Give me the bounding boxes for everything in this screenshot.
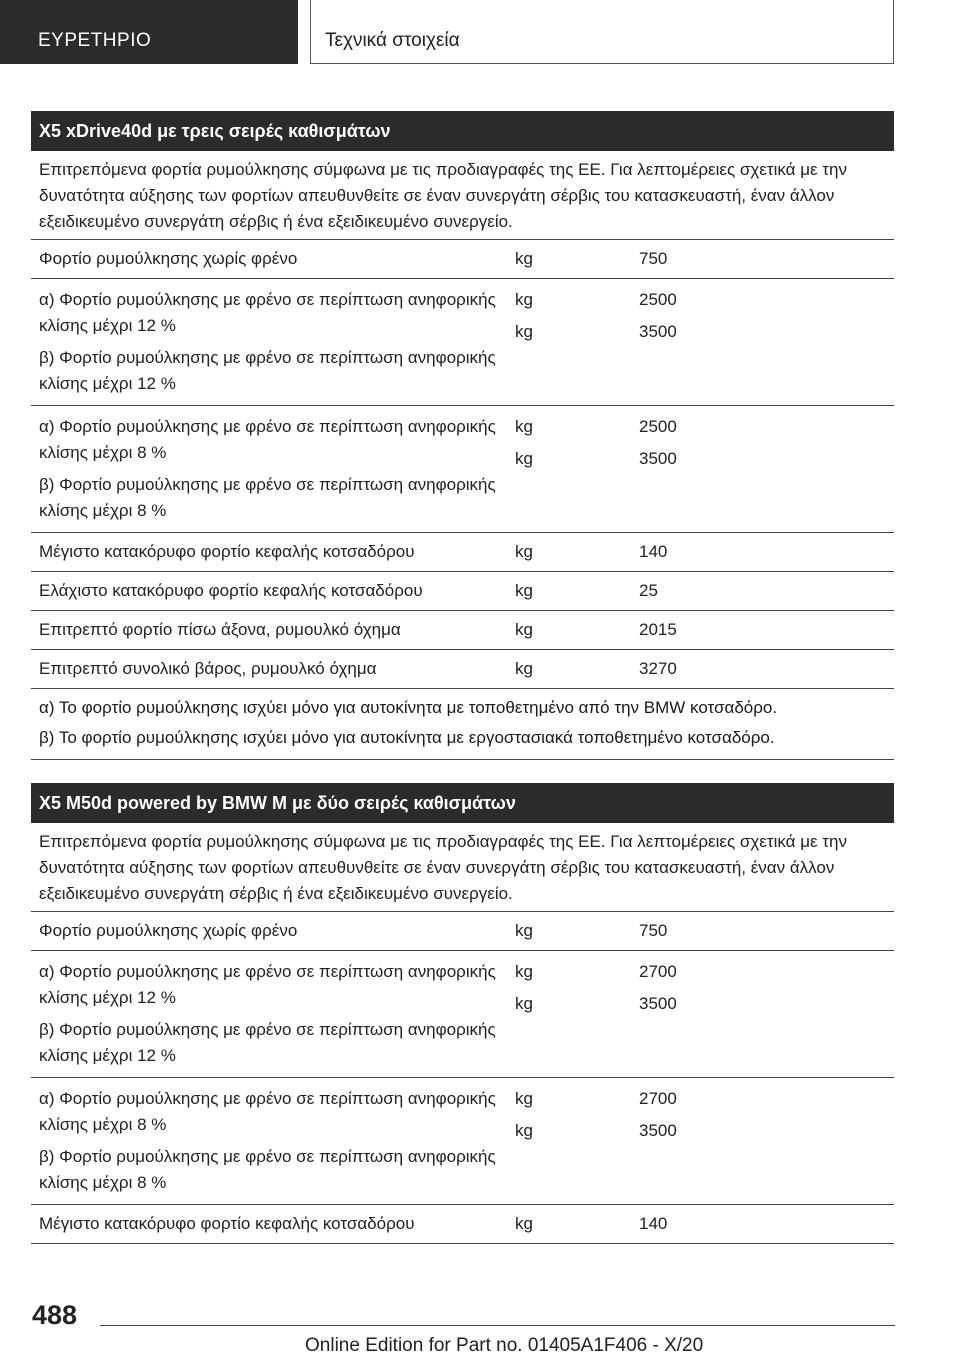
row-unit: kg xyxy=(515,249,533,268)
row-value-a: 2500 xyxy=(639,290,677,309)
row-label-b: β) Φορτίο ρυμούλκησης με φρένο σε περίπτωση ανηφορικής κλίσης μέχρι 8 % xyxy=(39,1147,496,1192)
row-label-b: β) Φορτίο ρυμούλκησης με φρένο σε περίπτωση ανηφορικής κλίσης μέχρι 12 % xyxy=(39,348,496,393)
index-tab[interactable]: ΕΥΡΕΤΗΡΙΟ xyxy=(0,0,298,64)
table-row xyxy=(31,533,894,572)
table-row xyxy=(31,912,894,951)
row-unit-b: kg xyxy=(515,994,533,1013)
table-row xyxy=(31,951,894,1078)
table-row xyxy=(31,279,894,406)
row-unit: kg xyxy=(515,620,533,639)
row-value-a: 2700 xyxy=(639,962,677,981)
page-number: 488 xyxy=(32,1300,78,1330)
footnotes xyxy=(31,689,894,760)
table-row xyxy=(31,1078,894,1205)
row-label-b: β) Φορτίο ρυμούλκησης με φρένο σε περίπτωση ανηφορικής κλίσης μέχρι 8 % xyxy=(39,475,496,520)
row-value-a: 2500 xyxy=(639,417,677,436)
row-unit-a: kg xyxy=(515,1089,533,1108)
row-label: Μέγιστο κατακόρυφο φορτίο κεφαλής κοτσαδόρου xyxy=(39,1214,415,1233)
row-value: 2015 xyxy=(639,620,677,639)
row-unit-b: kg xyxy=(515,322,533,341)
row-value-a: 2700 xyxy=(639,1089,677,1108)
row-unit-b: kg xyxy=(515,449,533,468)
table-row xyxy=(31,406,894,533)
table-row xyxy=(31,572,894,611)
row-label: Επιτρεπτό φορτίο πίσω άξονα, ρυμουλκό όχημα xyxy=(39,620,401,639)
table-row xyxy=(31,611,894,650)
section-title: X5 M50d powered by BMW M με δύο σειρές καθισμάτων xyxy=(31,783,894,823)
row-label-a: α) Φορτίο ρυμούλκησης με φρένο σε περίπτωση ανηφορικής κλίσης μέχρι 8 % xyxy=(39,417,496,462)
row-label: Ελάχιστο κατακόρυφο φορτίο κεφαλής κοτσαδόρου xyxy=(39,581,423,600)
section-title: X5 xDrive40d με τρεις σειρές καθισμάτων xyxy=(31,111,894,151)
row-unit-a: kg xyxy=(515,290,533,309)
row-value: 140 xyxy=(639,542,668,561)
section-x5-m50d xyxy=(31,783,894,1244)
row-unit: kg xyxy=(515,542,533,561)
table-row xyxy=(31,240,894,279)
footnote-b: β) Το φορτίο ρυμούλκησης ισχύει μόνο για αυτοκίνητα με εργοστασιακά τοποθετημένο κοτσαδόρο. xyxy=(39,728,775,747)
row-unit-b: kg xyxy=(515,1121,533,1140)
row-value-b: 3500 xyxy=(639,1121,677,1140)
section-x5-xdrive40d xyxy=(31,111,894,760)
table-row xyxy=(31,1205,894,1244)
row-label: Φορτίο ρυμούλκησης χωρίς φρένο xyxy=(39,921,298,940)
row-unit-a: kg xyxy=(515,417,533,436)
section-intro: Επιτρεπόμενα φορτία ρυμούλκησης σύμφωνα με τις προδιαγραφές της ΕΕ. Για λεπτομέρειες σχετικά με την δυνατότητα αύξησης των φορτίων απευθυνθείτε σε έναν συνεργάτη σέρβις του κατασκευαστή, έναν άλλον εξειδικευμένο συνεργάτη σέρβις ή ένα εξειδικευμένο συνεργείο. xyxy=(31,823,894,912)
chapter-title: Τεχνικά στοιχεία xyxy=(310,0,894,64)
footnote-a: α) Το φορτίο ρυμούλκησης ισχύει μόνο για αυτοκίνητα με τοποθετημένο από την BMW κοτσαδόρο. xyxy=(39,698,778,717)
row-unit: kg xyxy=(515,921,533,940)
row-label-a: α) Φορτίο ρυμούλκησης με φρένο σε περίπτωση ανηφορικής κλίσης μέχρι 12 % xyxy=(39,962,496,1007)
row-value-b: 3500 xyxy=(639,322,677,341)
row-value-b: 3500 xyxy=(639,994,677,1013)
row-value: 25 xyxy=(639,581,658,600)
row-value-b: 3500 xyxy=(639,449,677,468)
row-unit: kg xyxy=(515,659,533,678)
row-label-b: β) Φορτίο ρυμούλκησης με φρένο σε περίπτωση ανηφορικής κλίσης μέχρι 12 % xyxy=(39,1020,496,1065)
row-value: 3270 xyxy=(639,659,677,678)
row-value: 140 xyxy=(639,1214,668,1233)
row-label: Μέγιστο κατακόρυφο φορτίο κεφαλής κοτσαδόρου xyxy=(39,542,415,561)
row-unit-a: kg xyxy=(515,962,533,981)
edition-text: Online Edition for Part no. 01405A1F406 - X/20 xyxy=(305,1335,704,1356)
row-unit: kg xyxy=(515,581,533,600)
table-row xyxy=(31,650,894,689)
row-unit: kg xyxy=(515,1214,533,1233)
row-value: 750 xyxy=(639,921,668,940)
section-intro: Επιτρεπόμενα φορτία ρυμούλκησης σύμφωνα με τις προδιαγραφές της ΕΕ. Για λεπτομέρειες σχετικά με την δυνατότητα αύξησης των φορτίων απευθυνθείτε σε έναν συνεργάτη σέρβις του κατασκευαστή, έναν άλλον εξειδικευμένο συνεργάτη σέρβις ή ένα εξειδικευμένο συνεργείο. xyxy=(31,151,894,240)
row-label-a: α) Φορτίο ρυμούλκησης με φρένο σε περίπτωση ανηφορικής κλίσης μέχρι 12 % xyxy=(39,290,496,335)
row-value: 750 xyxy=(639,249,668,268)
row-label: Φορτίο ρυμούλκησης χωρίς φρένο xyxy=(39,249,298,268)
row-label: Επιτρεπτό συνολικό βάρος, ρυμουλκό όχημα xyxy=(39,659,377,678)
row-label-a: α) Φορτίο ρυμούλκησης με φρένο σε περίπτωση ανηφορικής κλίσης μέχρι 8 % xyxy=(39,1089,496,1134)
footer-divider xyxy=(100,1325,895,1326)
